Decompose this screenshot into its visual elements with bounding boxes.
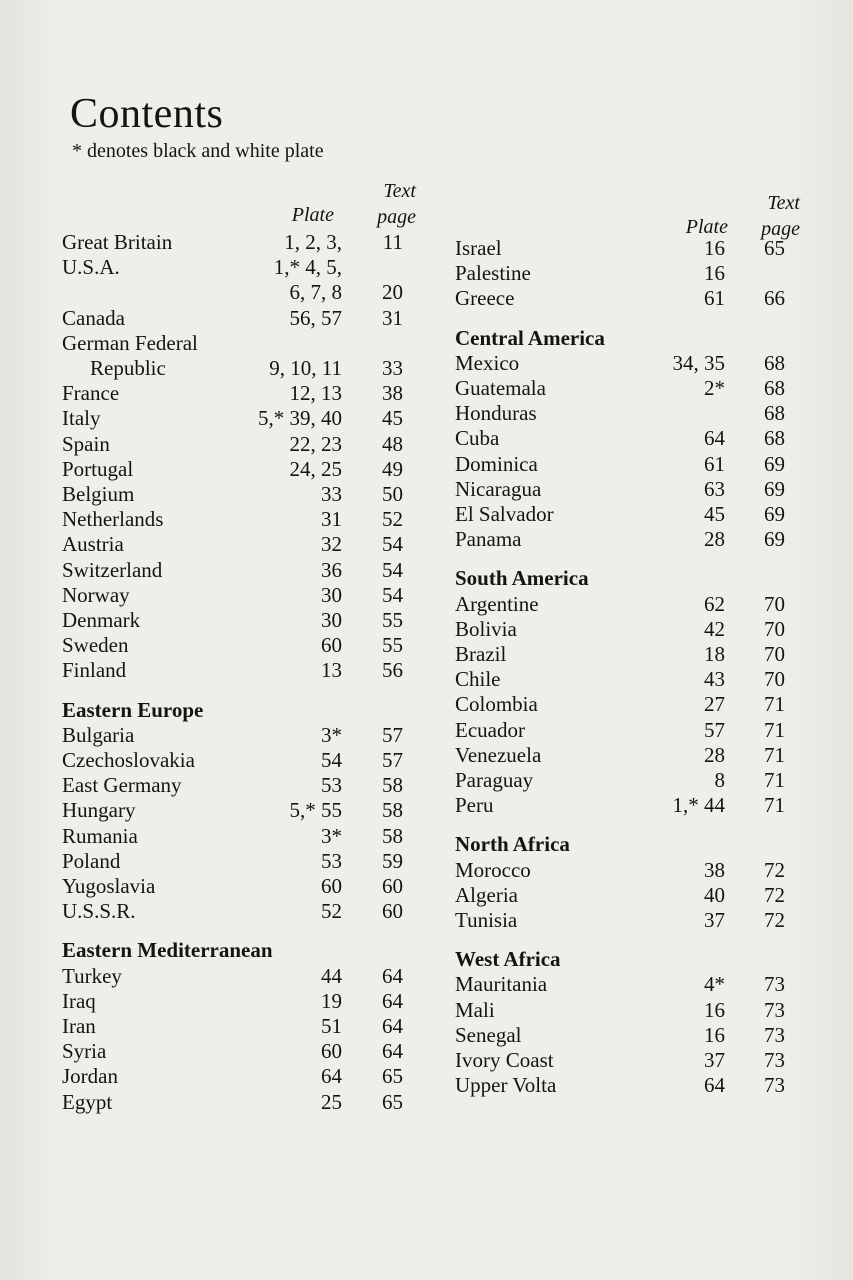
plate-numbers: 56, 57	[289, 305, 342, 330]
plate-numbers: 16	[704, 236, 725, 260]
text-page: 64	[382, 1014, 403, 1038]
plate-numbers: 62	[704, 591, 725, 616]
contents-entry	[62, 874, 407, 899]
plate-numbers: 31	[321, 507, 342, 532]
country-name: Poland	[62, 848, 121, 873]
plate-numbers: 64	[321, 1064, 342, 1089]
contents-entry	[62, 899, 407, 924]
text-page: 38	[382, 381, 403, 406]
text-page: 54	[382, 582, 403, 607]
plate-numbers: 3*	[321, 823, 342, 848]
plate-numbers: 64	[704, 1073, 725, 1098]
text-page: 73	[764, 997, 785, 1022]
right-text-header: Text	[767, 192, 800, 214]
plate-numbers: 61	[704, 451, 725, 476]
text-page: 69	[764, 451, 785, 476]
country-name: Algeria	[455, 882, 518, 907]
text-page: 72	[764, 857, 785, 882]
text-page: 45	[382, 406, 403, 431]
country-name: Hungary	[62, 798, 136, 823]
country-name: Netherlands	[62, 507, 164, 532]
contents-entry	[62, 457, 407, 482]
country-name: U.S.S.R.	[62, 899, 136, 924]
contents-entry	[62, 824, 407, 849]
contents-entry	[62, 989, 407, 1014]
contents-entry	[62, 1090, 407, 1115]
plate-numbers: 36	[321, 557, 342, 582]
plate-numbers: 53	[321, 848, 342, 873]
contents-entry	[455, 376, 787, 401]
section-heading: Eastern Mediterranean	[62, 938, 273, 963]
text-page: 72	[764, 908, 785, 932]
plate-numbers: 45	[704, 502, 725, 526]
contents-entry	[62, 432, 407, 457]
country-name: Upper Volta	[455, 1073, 557, 1098]
plate-numbers: 37	[704, 908, 725, 932]
country-name: Peru	[455, 793, 494, 818]
contents-entry	[455, 883, 787, 908]
plate-numbers: 32	[321, 532, 342, 557]
country-name: Switzerland	[62, 557, 163, 582]
country-name: Syria	[62, 1039, 107, 1064]
text-page: 71	[764, 768, 785, 792]
contents-entry	[455, 1073, 787, 1098]
plate-numbers: 53	[321, 773, 342, 798]
text-page: 33	[382, 356, 403, 380]
country-name: U.S.A.	[62, 255, 120, 280]
contents-entry	[62, 381, 407, 406]
text-page: 55	[382, 633, 403, 658]
country-name: Bulgaria	[62, 722, 135, 747]
country-name: Argentine	[455, 591, 539, 616]
contents-entry	[62, 306, 407, 331]
country-name: Great Britain	[62, 230, 173, 254]
text-page: 49	[382, 456, 403, 481]
country-name: El Salvador	[455, 502, 554, 526]
text-page: 68	[764, 426, 785, 451]
text-page: 64	[382, 988, 403, 1013]
text-page: 52	[382, 507, 403, 532]
country-name: Iraq	[62, 988, 96, 1013]
country-name: Brazil	[455, 642, 507, 666]
text-page: 69	[764, 527, 785, 552]
plate-numbers: 44	[321, 963, 342, 988]
country-name: Colombia	[455, 692, 538, 717]
contents-entry	[62, 532, 407, 557]
contents-entry	[455, 858, 787, 883]
plate-numbers: 38	[704, 857, 725, 882]
contents-entry	[62, 230, 407, 255]
text-page: 73	[764, 972, 785, 997]
left-plate-header: Plate	[291, 204, 334, 226]
text-page: 55	[382, 608, 403, 632]
text-page: 11	[382, 230, 403, 254]
plate-numbers: 60	[321, 1039, 342, 1064]
contents-entry	[455, 286, 787, 311]
text-page: 71	[764, 793, 785, 818]
text-page: 56	[382, 658, 403, 683]
country-name: German Federal	[62, 330, 198, 355]
country-name: Honduras	[455, 401, 537, 426]
contents-entry	[455, 972, 787, 997]
section-heading: South America	[455, 566, 589, 591]
plate-numbers: 4*	[704, 972, 725, 997]
country-name: Rumania	[62, 823, 138, 848]
plate-numbers: 1, 2, 3,	[284, 230, 342, 254]
plate-numbers: 57	[704, 717, 725, 742]
contents-entry	[455, 667, 787, 692]
contents-entry	[455, 452, 787, 477]
contents-entry	[455, 351, 787, 376]
section-heading: Central America	[455, 325, 605, 350]
country-name: Republic	[90, 356, 166, 380]
section-heading: West Africa	[455, 947, 561, 972]
plate-numbers: 12, 13	[289, 381, 342, 406]
contents-entry	[62, 406, 407, 431]
section-heading: Eastern Europe	[62, 697, 204, 722]
country-name: Greece	[455, 286, 515, 311]
country-name: Jordan	[62, 1064, 118, 1089]
text-page: 60	[382, 899, 403, 924]
plate-numbers: 34, 35	[672, 350, 725, 375]
text-page: 20	[382, 280, 403, 305]
contents-entry	[455, 261, 787, 286]
text-page: 58	[382, 798, 403, 823]
contents-entry	[62, 849, 407, 874]
text-page: 59	[382, 848, 403, 873]
left-page-header: page	[377, 206, 416, 228]
text-page: 68	[764, 376, 785, 400]
plate-numbers: 40	[704, 882, 725, 907]
contents-entry	[62, 723, 407, 748]
country-name: Yugoslavia	[62, 874, 156, 898]
contents-entry	[455, 743, 787, 768]
text-page: 70	[764, 667, 785, 692]
contents-entry	[455, 527, 787, 552]
text-page: 72	[764, 882, 785, 907]
contents-entry	[455, 426, 787, 451]
country-name: Morocco	[455, 857, 531, 882]
contents-entry	[62, 507, 407, 532]
plate-numbers: 64	[704, 426, 725, 451]
contents-entry	[455, 998, 787, 1023]
plate-numbers: 5,* 55	[289, 798, 342, 823]
text-page: 70	[764, 642, 785, 666]
contents-entry	[62, 558, 407, 583]
plate-numbers: 27	[704, 692, 725, 717]
contents-entry	[62, 964, 407, 989]
contents-entry	[62, 748, 407, 773]
left-text-header: Text	[383, 180, 416, 202]
contents-entry	[62, 482, 407, 507]
plate-numbers: 30	[321, 582, 342, 607]
contents-entry	[62, 255, 407, 280]
plate-numbers: 25	[321, 1089, 342, 1114]
contents-entry	[455, 401, 787, 426]
text-page: 57	[382, 722, 403, 747]
text-page: 69	[764, 502, 785, 526]
text-page: 64	[382, 963, 403, 988]
plate-numbers: 6, 7, 8	[289, 280, 342, 305]
country-name: Tunisia	[455, 908, 518, 932]
country-name: Paraguay	[455, 768, 534, 792]
contents-entry	[455, 793, 787, 818]
plate-numbers: 24, 25	[289, 456, 342, 481]
text-page: 71	[764, 717, 785, 742]
country-name: Ecuador	[455, 717, 525, 742]
plate-numbers: 1,* 44	[672, 793, 725, 818]
country-name: Egypt	[62, 1089, 113, 1114]
country-name: Nicaragua	[455, 476, 542, 501]
contents-entry	[455, 502, 787, 527]
text-page: 48	[382, 431, 403, 456]
contents-entry	[455, 1023, 787, 1048]
country-name: Austria	[62, 532, 124, 557]
plate-numbers: 16	[704, 997, 725, 1022]
contents-entry	[62, 331, 407, 356]
country-name: Palestine	[455, 261, 531, 286]
country-name: Guatemala	[455, 376, 546, 400]
contents-entry	[455, 1048, 787, 1073]
text-page: 64	[382, 1039, 403, 1064]
plate-numbers: 28	[704, 527, 725, 552]
right-plate-header: Plate	[685, 216, 728, 238]
country-name: Panama	[455, 527, 522, 552]
contents-entry	[455, 768, 787, 793]
plate-numbers: 16	[704, 1022, 725, 1047]
plate-numbers: 1,* 4, 5,	[273, 255, 342, 280]
contents-entry	[62, 773, 407, 798]
text-page: 60	[382, 874, 403, 898]
contents-entry	[455, 692, 787, 717]
plate-numbers: 60	[321, 633, 342, 658]
country-name: Mali	[455, 997, 495, 1022]
text-page: 73	[764, 1073, 785, 1098]
text-page: 70	[764, 616, 785, 641]
country-name: Spain	[62, 431, 110, 456]
plate-numbers: 37	[704, 1048, 725, 1072]
contents-entry	[455, 477, 787, 502]
country-name: Mauritania	[455, 972, 548, 997]
plate-numbers: 42	[704, 616, 725, 641]
plate-numbers: 30	[321, 608, 342, 632]
plate-numbers: 51	[321, 1014, 342, 1038]
text-page: 73	[764, 1048, 785, 1072]
text-page: 71	[764, 742, 785, 767]
contents-entry	[62, 798, 407, 823]
country-name: Senegal	[455, 1022, 522, 1047]
text-page: 50	[382, 482, 403, 506]
country-name: Venezuela	[455, 742, 542, 767]
plate-note: * denotes black and white plate	[72, 140, 324, 162]
plate-numbers: 61	[704, 286, 725, 311]
text-page: 65	[382, 1064, 403, 1089]
contents-entry	[455, 908, 787, 933]
contents-entry	[62, 633, 407, 658]
plate-numbers: 8	[714, 768, 725, 792]
country-name: Israel	[455, 236, 502, 260]
section-heading: North Africa	[455, 832, 570, 857]
country-name: Dominica	[455, 451, 538, 476]
contents-entry	[62, 658, 407, 683]
plate-numbers: 13	[321, 658, 342, 683]
country-name: Denmark	[62, 608, 141, 632]
plate-numbers: 54	[321, 748, 342, 772]
country-name: Cuba	[455, 426, 500, 451]
country-name: Sweden	[62, 633, 129, 658]
contents-entry	[62, 356, 407, 381]
contents-entry	[455, 617, 787, 642]
contents-entry	[455, 236, 787, 261]
plate-numbers: 28	[704, 742, 725, 767]
text-page: 65	[382, 1089, 403, 1114]
plate-numbers: 60	[321, 874, 342, 898]
contents-entry	[62, 608, 407, 633]
contents-entry	[455, 642, 787, 667]
text-page: 58	[382, 823, 403, 848]
plate-numbers: 2*	[704, 376, 725, 400]
country-name: Bolivia	[455, 616, 517, 641]
contents-entry	[62, 1039, 407, 1064]
contents-entry	[62, 280, 407, 305]
plate-numbers: 3*	[321, 722, 342, 747]
country-name: Italy	[62, 406, 101, 431]
plate-numbers: 5,* 39, 40	[258, 406, 342, 431]
plate-numbers: 43	[704, 667, 725, 692]
text-page: 57	[382, 748, 403, 772]
plate-numbers: 18	[704, 642, 725, 666]
country-name: Ivory Coast	[455, 1048, 554, 1072]
contents-entry	[62, 1014, 407, 1039]
text-page: 71	[764, 692, 785, 717]
country-name: Norway	[62, 582, 130, 607]
country-name: Turkey	[62, 963, 122, 988]
contents-entry	[455, 592, 787, 617]
text-page: 54	[382, 557, 403, 582]
country-name: Mexico	[455, 350, 520, 375]
text-page: 31	[382, 305, 403, 330]
country-name: Canada	[62, 305, 125, 330]
plate-numbers: 52	[321, 899, 342, 924]
country-name: France	[62, 381, 120, 406]
contents-entry	[62, 1064, 407, 1089]
plate-numbers: 33	[321, 482, 342, 506]
plate-numbers: 19	[321, 988, 342, 1013]
country-name: Belgium	[62, 482, 135, 506]
text-page: 58	[382, 773, 403, 798]
country-name: Chile	[455, 667, 501, 692]
plate-numbers: 22, 23	[289, 431, 342, 456]
text-page: 65	[764, 236, 785, 260]
plate-numbers: 16	[704, 261, 725, 286]
text-page: 70	[764, 591, 785, 616]
contents-entry	[62, 583, 407, 608]
plate-numbers: 63	[704, 476, 725, 501]
contents-entry	[455, 718, 787, 743]
text-page: 73	[764, 1022, 785, 1047]
text-page: 66	[764, 286, 785, 311]
text-page: 69	[764, 476, 785, 501]
country-name: Finland	[62, 658, 127, 683]
country-name: Czechoslovakia	[62, 748, 195, 772]
plate-numbers: 9, 10, 11	[269, 356, 342, 380]
country-name: East Germany	[62, 773, 182, 798]
country-name: Iran	[62, 1014, 96, 1038]
page-title: Contents	[70, 91, 224, 137]
country-name: Portugal	[62, 456, 134, 481]
text-page: 54	[382, 532, 403, 557]
text-page: 68	[764, 401, 785, 426]
text-page: 68	[764, 350, 785, 375]
right-page-header: page	[761, 218, 800, 240]
